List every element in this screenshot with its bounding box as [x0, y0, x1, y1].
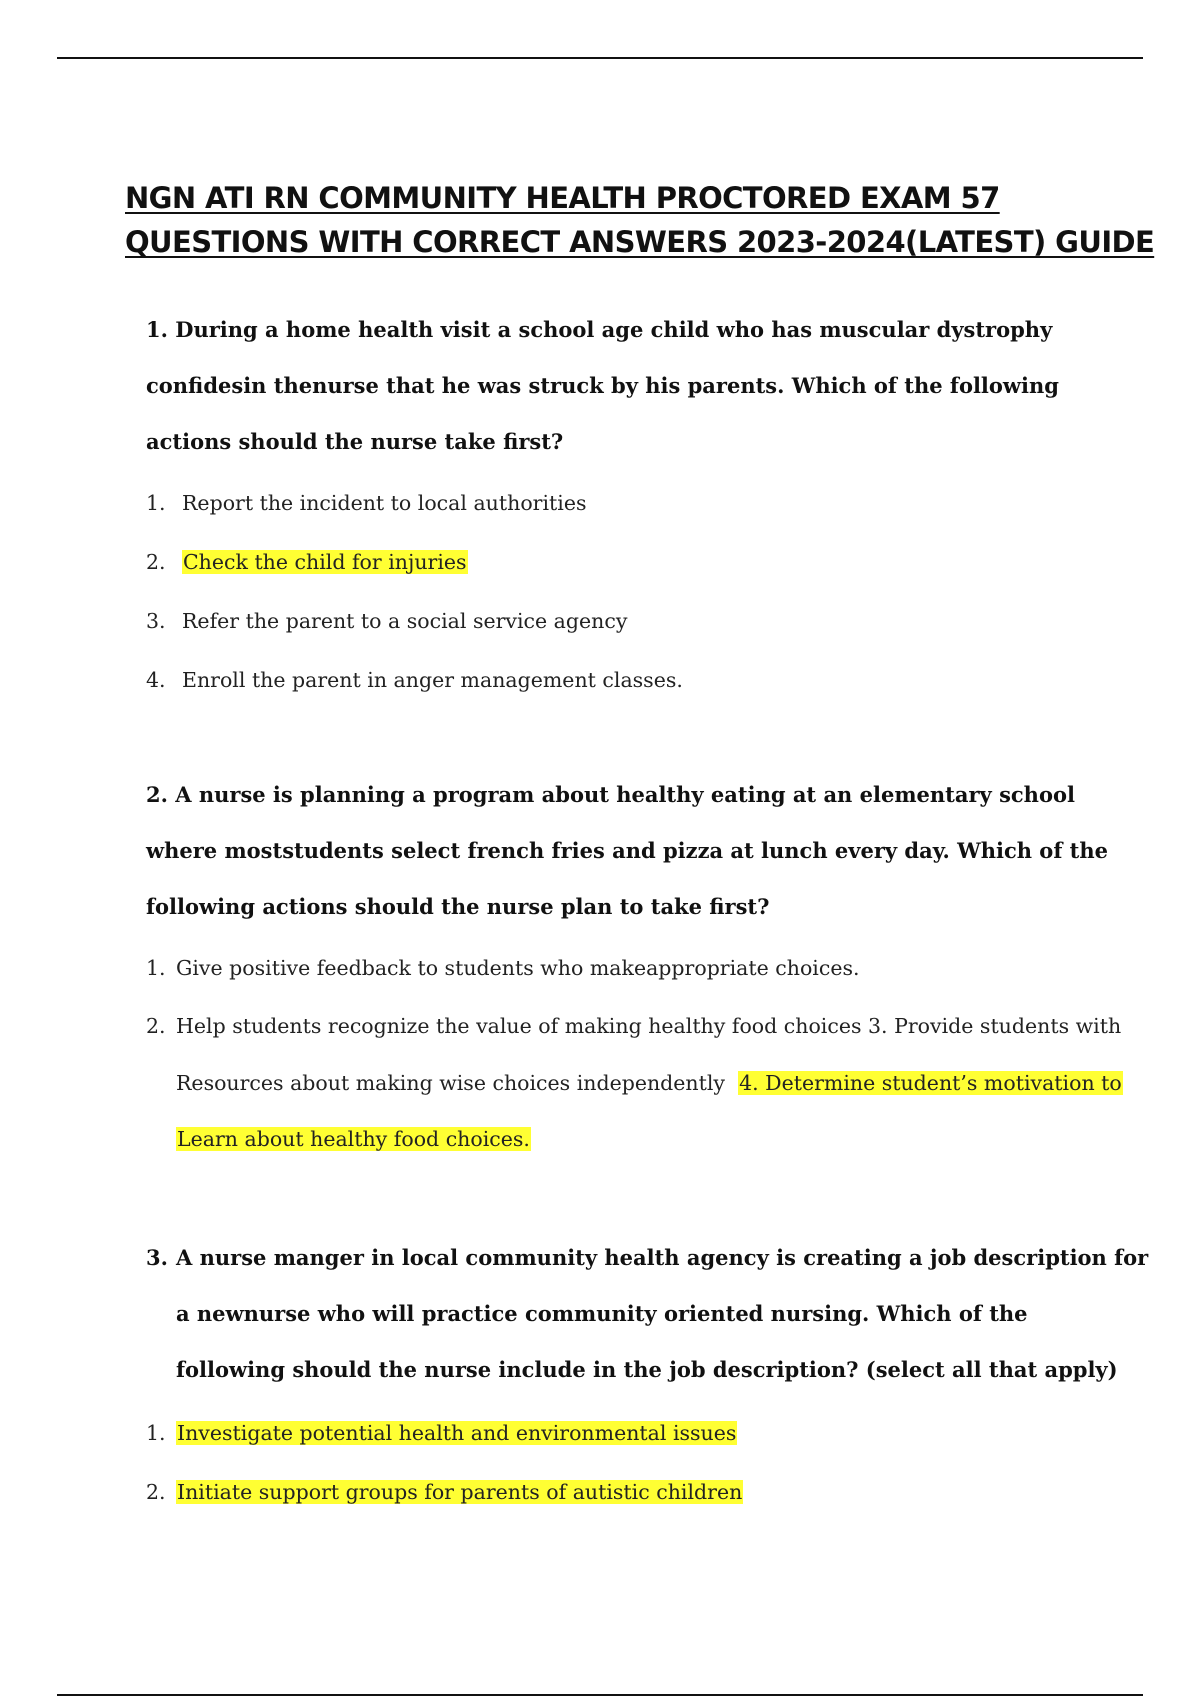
question-3-number — [146, 1230, 168, 1286]
q1-option-3 — [146, 606, 627, 636]
question-number: 3. — [146, 1245, 168, 1270]
option-number: 1. — [146, 1421, 166, 1445]
q1-option-2 — [146, 547, 468, 577]
question-line: where moststudents select french fries and pizza at lunch every day. Which of the — [146, 838, 1108, 863]
title-line-2: QUESTIONS WITH CORRECT ANSWERS 2023-2024(LATEST) GUIDE — [125, 225, 1155, 259]
question-line: actions should the nurse take first? — [146, 429, 564, 454]
option-text: Resources about making wise choices independently — [176, 1071, 726, 1095]
q2-option-2 — [146, 1011, 1121, 1041]
question-line: 2. A nurse is planning a program about healthy eating at an elementary school — [146, 782, 1075, 807]
option-number: 1. — [146, 491, 166, 515]
header-rule — [57, 57, 1143, 59]
q2-option-continuation — [176, 1068, 1123, 1098]
option-number: 1. — [146, 956, 166, 980]
question-line: following should the nurse include in the job description? (select all that apply) — [176, 1357, 1118, 1382]
q1-option-4 — [146, 665, 683, 695]
option-text: Enroll the parent in anger management classes. — [182, 668, 683, 692]
option-text: Give positive feedback to students who makeappropriate choices. — [176, 956, 860, 980]
correct-answer-highlight: Learn about healthy food choices. — [177, 1127, 530, 1151]
option-number: 4. — [146, 668, 166, 692]
option-text: Refer the parent to a social service agency — [182, 609, 628, 633]
correct-answer-highlight: 4. Determine student’s motivation to — [739, 1071, 1122, 1095]
correct-answer-highlight: Check the child for injuries — [183, 550, 467, 574]
option-number: 3. — [146, 609, 166, 633]
correct-answer-highlight: Investigate potential health and environmental issues — [177, 1421, 737, 1445]
q2-option-4-continuation — [176, 1124, 531, 1154]
q1-option-1 — [146, 488, 586, 518]
q2-option-1 — [146, 953, 860, 983]
question-line: a newnurse who will practice community oriented nursing. Which of the — [176, 1301, 1028, 1326]
option-number: 2. — [146, 1014, 166, 1038]
correct-answer-highlight: Initiate support groups for parents of autistic children — [177, 1480, 743, 1504]
question-line: 1. During a home health visit a school age child who has muscular dystrophy — [146, 317, 1053, 342]
option-text: Help students recognize the value of making healthy food choices 3. Provide students with — [176, 1014, 1122, 1038]
option-number: 2. — [146, 550, 166, 574]
title-line-1: NGN ATI RN COMMUNITY HEALTH PROCTORED EXAM 57 — [125, 181, 1000, 215]
q3-option-2 — [146, 1477, 743, 1507]
question-2-stem — [146, 767, 1108, 935]
question-3-stem — [176, 1230, 1148, 1398]
q3-option-1 — [146, 1418, 737, 1448]
option-text: Report the incident to local authorities — [182, 491, 587, 515]
document-title — [125, 176, 1155, 264]
question-line: A nurse manger in local community health agency is creating a job description for — [176, 1245, 1149, 1270]
question-1-stem — [146, 302, 1059, 470]
option-number: 2. — [146, 1480, 166, 1504]
footer-rule — [57, 1694, 1143, 1696]
question-line: confidesin thenurse that he was struck by his parents. Which of the following — [146, 373, 1059, 398]
question-line: following actions should the nurse plan to take first? — [146, 894, 770, 919]
